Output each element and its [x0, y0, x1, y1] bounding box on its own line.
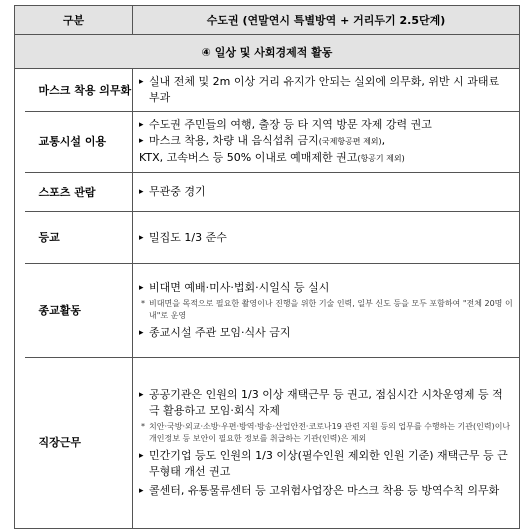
- row-description: [133, 212, 520, 264]
- list-note: * 비대면을 목적으로 필요한 촬영이나 진행을 위한 기술 인력, 일부 신도 등을 모두 포함하여 "전체 20명 이내"로 운영: [139, 298, 513, 322]
- list-item: ▸ 종교시설 주관 모임·식사 금지: [139, 325, 513, 341]
- row-gutter: [15, 69, 25, 529]
- guideline-table: [14, 5, 520, 529]
- row-category: 교통시설 이용: [25, 111, 133, 172]
- row-description: [133, 111, 520, 172]
- list-item: ▸ 수도권 주민들의 여행, 출장 등 타 지역 방문 자제 강력 권고: [139, 117, 513, 133]
- table-row: [15, 69, 520, 112]
- row-description: [133, 264, 520, 357]
- row-description: [133, 69, 520, 112]
- list-item: ▸ 실내 전체 및 2m 이상 거리 유지가 안되는 실외에 의무화, 위반 시 과태료 부과: [139, 74, 513, 106]
- table-row: [15, 264, 520, 357]
- row-description: [133, 357, 520, 528]
- list-item: ▸ 밀집도 1/3 준수: [139, 230, 513, 246]
- list-item: ▸ 공공기관은 인원의 1/3 이상 재택근무 등 권고, 점심시간 시차운영제 등 적극 활용하고 모임·회식 자제: [139, 387, 513, 419]
- row-category: 종교활동: [25, 264, 133, 357]
- table-header-row: [15, 6, 520, 35]
- row-description: [133, 173, 520, 212]
- row-category: 마스크 착용 의무화: [25, 69, 133, 112]
- table-row: [15, 111, 520, 172]
- section-title: ④ 일상 및 사회경제적 활동: [15, 35, 520, 69]
- list-note: * 치안·국방·외교·소방·우편·방역·방송·산업안전·코로나19 관련 지원 등의 업무를 수행하는 기관(인력)이나 개인정보 등 보안이 필요한 정보를 취급하는 기관(인력)은 제외: [139, 421, 513, 445]
- list-item-continuation: KTX, 고속버스 등 50% 이내로 예매제한 권고(항공기 제외): [139, 150, 405, 164]
- table-row: [15, 357, 520, 528]
- list-item: ▸ 마스크 착용, 차량 내 음식섭취 금지(국제항공편 제외),: [139, 133, 513, 150]
- row-category: 스포츠 관람: [25, 173, 133, 212]
- header-category: 구분: [15, 6, 133, 35]
- section-row: [15, 35, 520, 69]
- table-row: [15, 212, 520, 264]
- row-category: 등교: [25, 212, 133, 264]
- header-region: 수도권 (연말연시 특별방역 + 거리두기 2.5단계): [133, 6, 520, 35]
- list-item: ▸ 민간기업 등도 인원의 1/3 이상(필수인원 제외한 인원 기준) 재택근무 등 근무형태 개선 권고: [139, 448, 513, 480]
- list-item: ▸ 무관중 경기: [139, 184, 513, 200]
- table-row: [15, 173, 520, 212]
- list-item: ▸ 콜센터, 유통물류센터 등 고위험사업장은 마스크 착용 등 방역수칙 의무화: [139, 483, 513, 499]
- row-category: 직장근무: [25, 357, 133, 528]
- list-item: ▸ 비대면 예배·미사·법회·시일식 등 실시: [139, 280, 513, 296]
